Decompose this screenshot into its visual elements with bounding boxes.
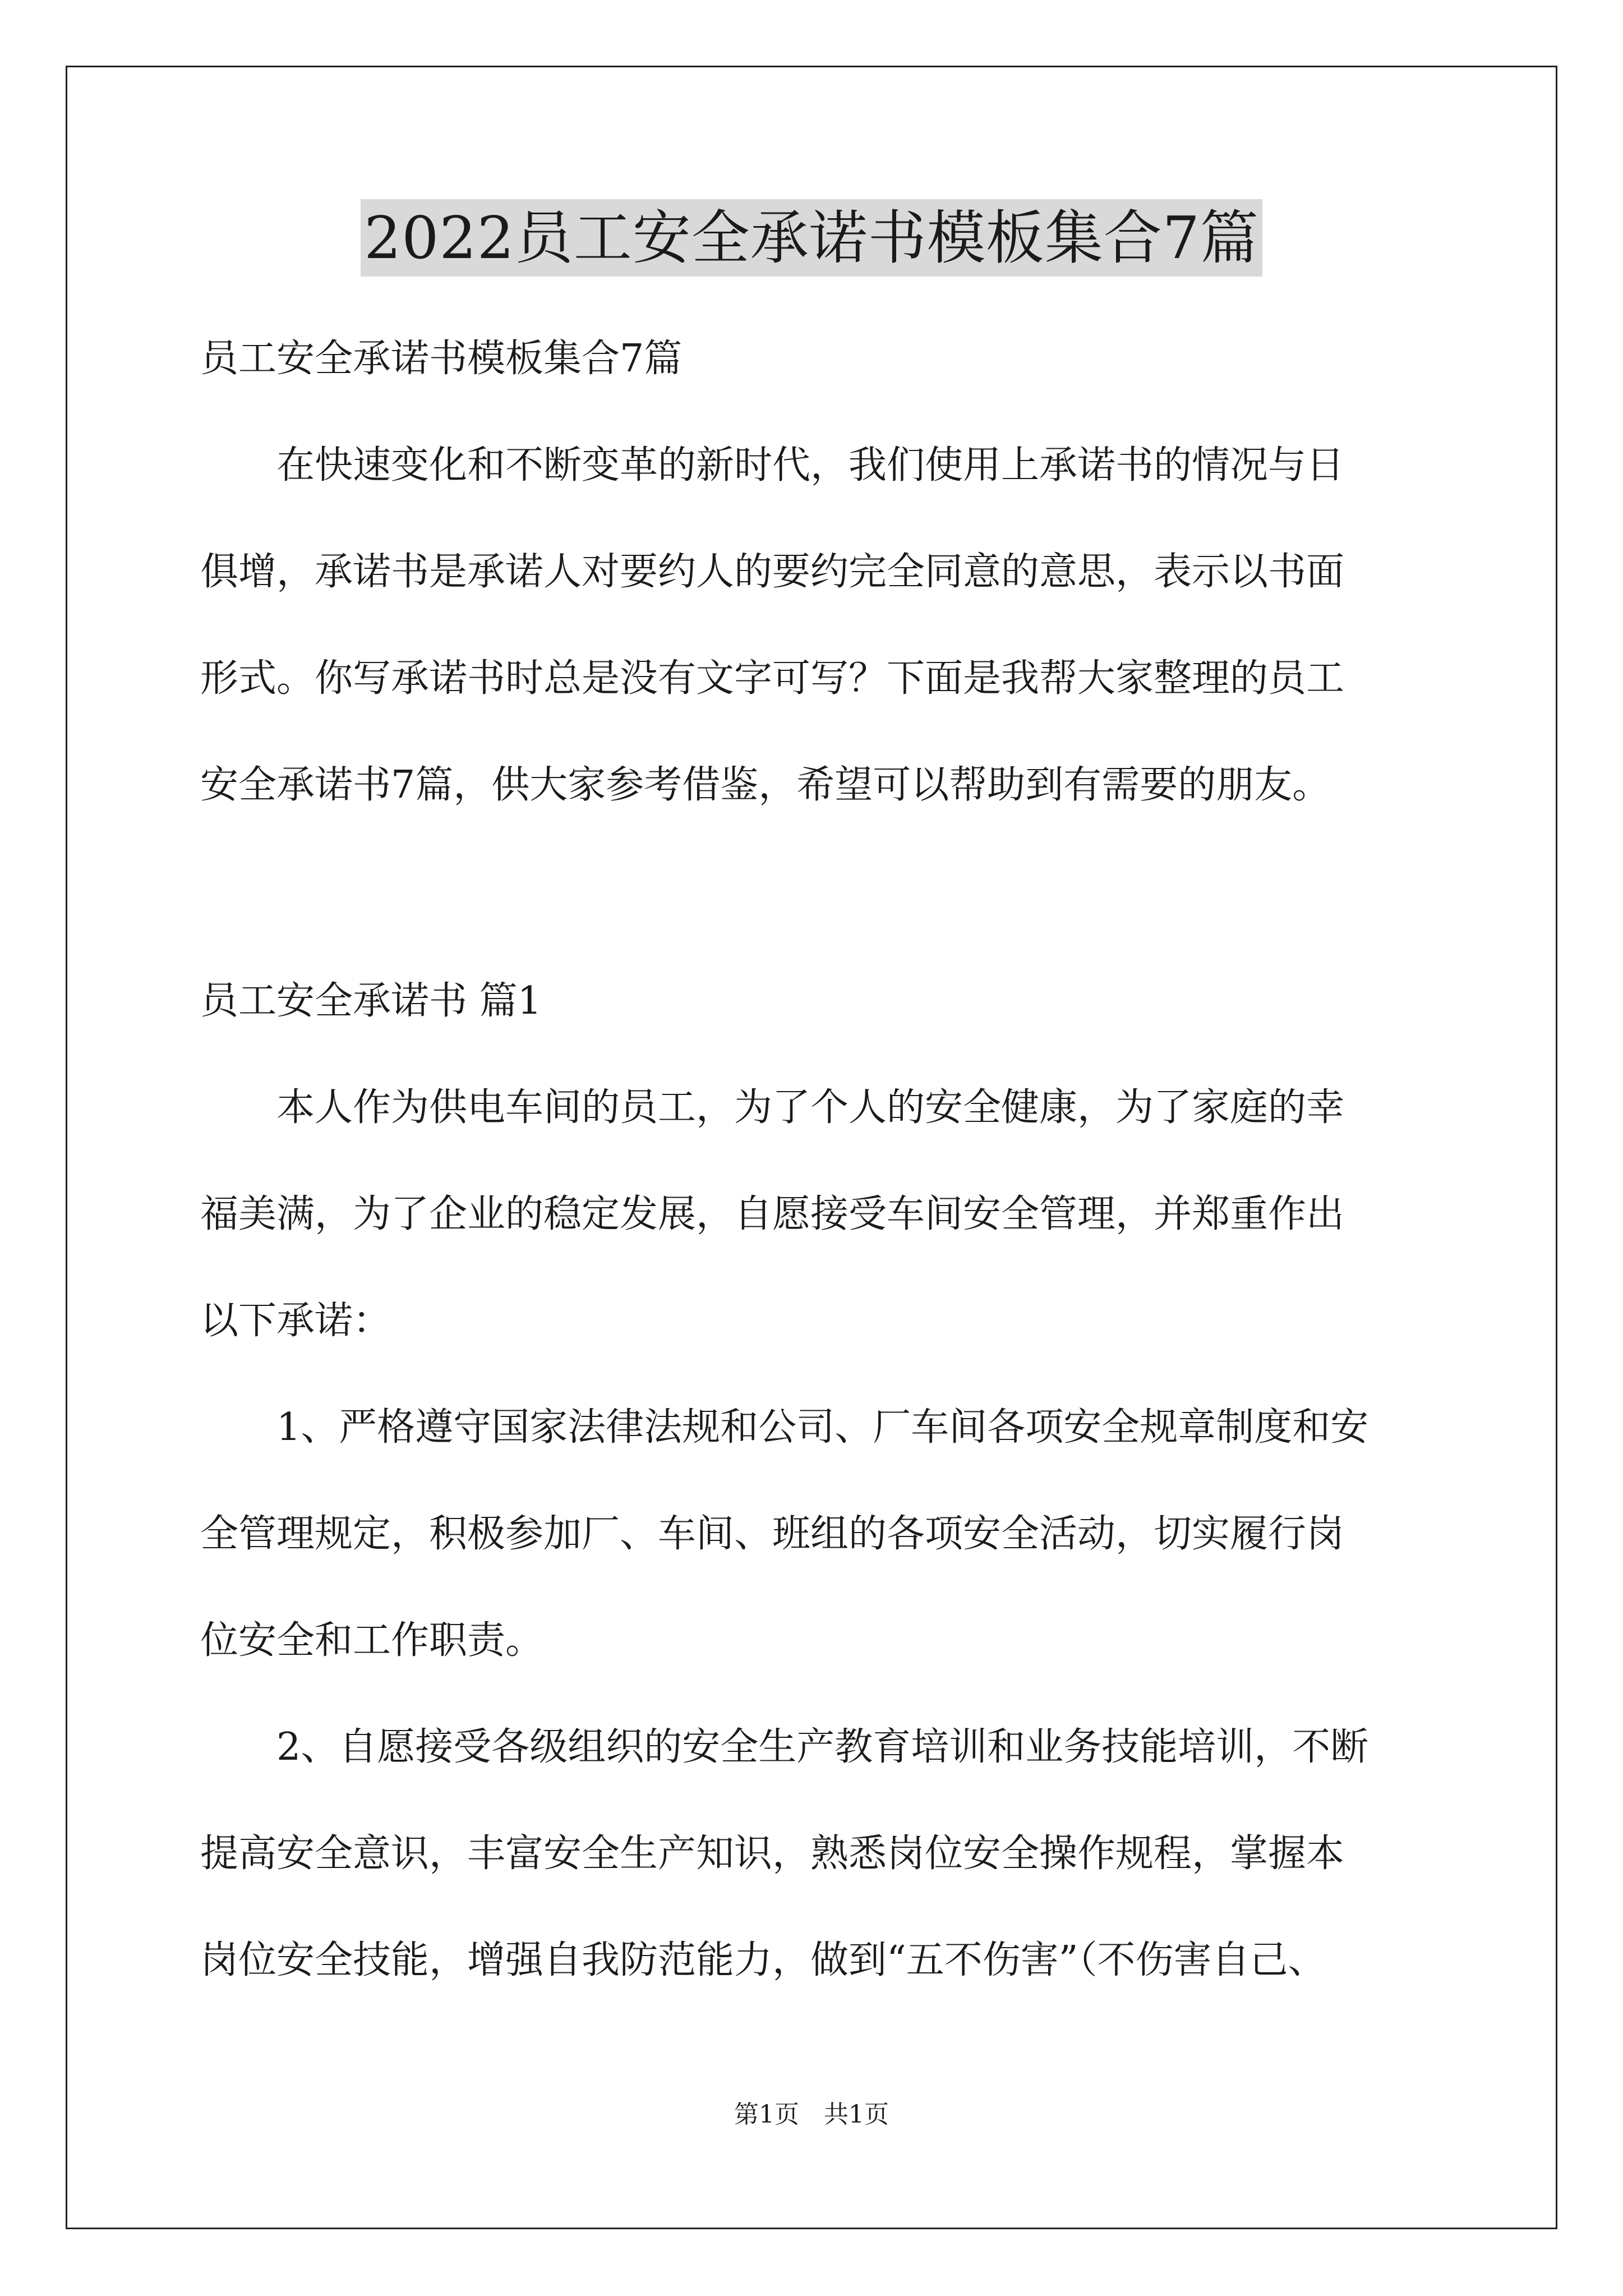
title-container [0,199,1623,277]
document-title: 2022员工安全承诺书模板集合7篇 [361,199,1262,277]
intro-line-2: 俱增，承诺书是承诺人对要约人的要约完全同意的意思，表示以书面 [200,550,1345,594]
intro-line-4: 安全承诺书7篇，供大家参考借鉴，希望可以帮助到有需要的朋友。 [200,763,1331,807]
section-para1-line-3: 以下承诺： [200,1299,391,1343]
section-heading: 员工安全承诺书 篇1 [200,979,542,1023]
page-number: 第1页 共1页 [734,2100,889,2129]
item2-line-3: 岗位安全技能，增强自我防范能力，做到“五不伤害”（不伤害自己、 [200,1938,1326,1982]
item2-line-1: 2、自愿接受各级组织的安全生产教育培训和业务技能培训，不断 [276,1725,1369,1769]
intro-line-1: 在快速变化和不断变革的新时代，我们使用上承诺书的情况与日 [276,443,1345,487]
item1-line-1: 1、严格遵守国家法律法规和公司、厂车间各项安全规章制度和安 [276,1405,1369,1450]
document-body [200,306,1428,2014]
item1-line-3: 位安全和工作职责。 [200,1618,544,1663]
intro-line-3: 形式。你写承诺书时总是没有文字可写？下面是我帮大家整理的员工 [200,656,1345,701]
paragraph-gap [200,839,1428,948]
section-para1-line-2: 福美满，为了企业的稳定发展，自愿接受车间安全管理，并郑重作出 [200,1192,1345,1236]
document-subtitle: 员工安全承诺书模板集合7篇 [200,337,683,381]
item2-line-2: 提高安全意识，丰富安全生产知识，熟悉岗位安全操作规程，掌握本 [200,1832,1345,1876]
item1-line-2: 全管理规定，积极参加厂、车间、班组的各项安全活动，切实履行岗 [200,1512,1345,1556]
section-para1-line-1: 本人作为供电车间的员工，为了个人的安全健康，为了家庭的幸 [276,1085,1345,1130]
